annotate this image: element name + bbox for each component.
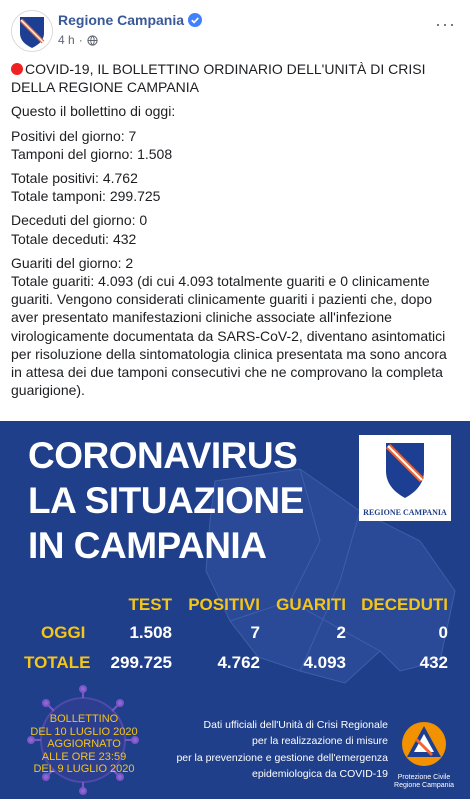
protezione-civile-logo (394, 719, 454, 797)
totale-positivi-cell: 4.762 (217, 653, 260, 672)
row-label-oggi: OGGI (41, 623, 86, 642)
regione-logo-box (359, 435, 451, 521)
protezione-civile-icon (399, 719, 449, 769)
post-group-daily (11, 127, 461, 163)
bulletin-line: DEL 10 LUGLIO 2020 (30, 725, 138, 738)
official-data-note (170, 717, 388, 782)
oggi-positivi: 7 (250, 623, 260, 642)
post-intro: Questo il bollettino di oggi: (11, 103, 176, 120)
bulletin-line: ALLE ORE 23:59 (41, 750, 127, 763)
title-line-1: CORONAVIRUS (28, 435, 298, 476)
header-guariti: GUARITI (276, 595, 346, 614)
positivi-giorno: Positivi del giorno: 7 (11, 127, 137, 144)
regione-campania-logo-icon (12, 11, 52, 51)
header-deceduti: DECEDUTI (361, 595, 448, 614)
verified-badge-icon (188, 13, 202, 27)
post-meta (58, 33, 98, 47)
totale-deceduti-cell: 432 (419, 653, 448, 672)
title-line-2: LA SITUAZIONE (28, 480, 304, 521)
regione-campania-emblem-icon (359, 435, 451, 507)
official-line: per la realizzazione di misure (252, 735, 388, 748)
official-line: Dati ufficiali dell'Unità di Crisi Regionale (203, 719, 388, 731)
post-timestamp[interactable]: 4 h (58, 33, 75, 47)
deceduti-giorno: Deceduti del giorno: 0 (11, 212, 148, 229)
bulletin-line: BOLLETTINO (49, 713, 119, 725)
page-name-link[interactable] (58, 12, 202, 28)
totale-tamponi: Totale tamponi: 299.725 (11, 188, 161, 205)
oggi-deceduti: 0 (438, 623, 448, 642)
oggi-guariti: 2 (336, 623, 346, 642)
dot-separator: · (78, 33, 83, 47)
totale-positivi: Totale positivi: 4.762 (11, 170, 138, 187)
bulletin-line: DEL 9 LUGLIO 2020 (33, 763, 135, 775)
totale-guariti-cell: 4.093 (303, 653, 346, 672)
infographic-image[interactable] (0, 421, 470, 799)
official-line: epidemiologica da COVID-19 (252, 767, 388, 780)
post-group-totals (11, 169, 461, 205)
totale-deceduti: Totale deceduti: 432 (11, 230, 137, 247)
header-positivi: POSITIVI (188, 595, 260, 614)
totale-test: 299.725 (110, 653, 172, 672)
totale-guariti: Totale guariti: 4.093 (di cui 4.093 totalmente guariti e 0 clinicamente guariti. Vengono considerati clinicamente guariti i pazienti che, dopo aver presentato manifestazioni cliniche associate all'infezione virologicamente documentata da SARS-CoV-2, diventano asintomatici per risoluzione della sintomatologia clinica presentata ma sono ancora in attesa dei due tamponi consecutivi che ne comprovano la completa guarigione). (11, 273, 447, 399)
infographic-title (28, 433, 304, 568)
post-group-recovered (11, 254, 461, 400)
page-name[interactable]: Regione Campania (58, 12, 185, 28)
post-header (0, 0, 470, 58)
title-line-3: IN CAMPANIA (28, 525, 267, 566)
protezione-line: Protezione Civile (397, 774, 451, 781)
bulletin-line: AGGIORNATO (47, 738, 121, 750)
oggi-test: 1.508 (129, 623, 172, 642)
row-label-totale: TOTALE (24, 653, 91, 672)
protezione-line: Regione Campania (394, 782, 454, 789)
post-text (11, 60, 461, 405)
more-options-button[interactable]: ··· (435, 14, 456, 34)
post-headline: COVID-19, IL BOLLETTINO ORDINARIO DELL'UNITÀ DI CRISI DELLA REGIONE CAMPANIA (11, 61, 426, 96)
tamponi-giorno: Tamponi del giorno: 1.508 (11, 145, 173, 162)
page-avatar[interactable] (11, 10, 53, 52)
red-circle-emoji-icon (11, 63, 23, 75)
globe-icon[interactable] (87, 35, 98, 46)
guariti-giorno: Guariti del giorno: 2 (11, 254, 134, 271)
official-line: per la prevenzione e gestione dell'emergenza (176, 751, 388, 764)
header-test: TEST (128, 595, 172, 614)
post-headline-paragraph (11, 60, 461, 96)
post-group-deaths (11, 211, 461, 247)
logo-caption: REGIONE CAMPANIA (363, 508, 447, 517)
bulletin-date (24, 713, 144, 776)
